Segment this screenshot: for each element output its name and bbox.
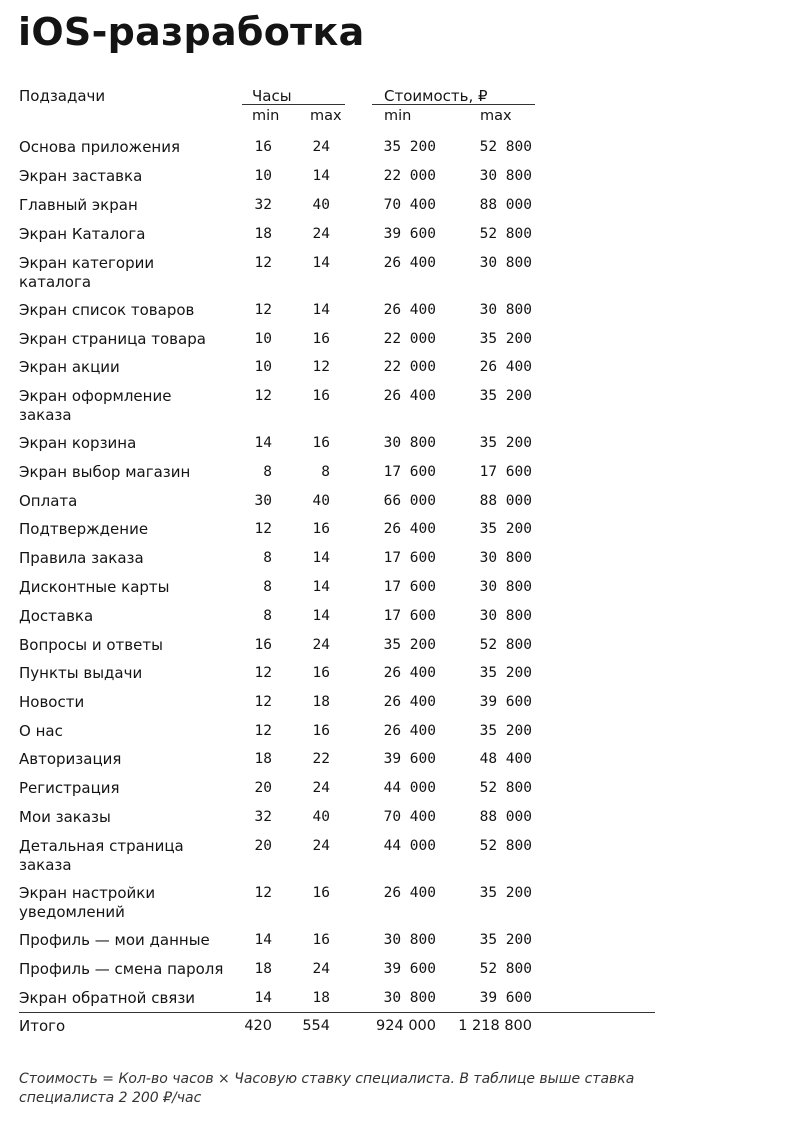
task-name: Экран список товаров [19, 301, 195, 319]
task-name: Регистрация [19, 779, 120, 797]
cost-min: 44 000 [383, 780, 436, 796]
cost-max: 39 600 [479, 694, 532, 710]
cost-max: 17 600 [479, 464, 532, 480]
footnote: Стоимость = Кол-во часов × Часовую ставку специалиста. В таблице выше ставка специалиста 2 200 ₽/час [19, 1071, 635, 1106]
hours-max: 14 [312, 579, 330, 595]
hours-min: 18 [254, 961, 272, 977]
cost-max: 30 800 [479, 608, 532, 624]
task-name: Экран корзина [19, 434, 137, 452]
cost-max: 88 000 [479, 493, 532, 509]
hours-max: 18 [312, 694, 330, 710]
hours-max: 14 [312, 608, 330, 624]
hours-min: 20 [254, 838, 272, 854]
hours-max: 8 [321, 464, 330, 480]
cost-max: 30 800 [479, 168, 532, 184]
hours-max: 16 [312, 388, 330, 404]
cost-min: 30 800 [383, 990, 436, 1006]
hours-min: 10 [254, 168, 272, 184]
cost-min: 22 000 [383, 168, 436, 184]
cost-min: 17 600 [383, 579, 436, 595]
cost-max: 35 200 [479, 521, 532, 537]
cost-min: 39 600 [383, 751, 436, 767]
cost-max: 30 800 [479, 579, 532, 595]
hours-max: 16 [312, 521, 330, 537]
hours-max: 24 [312, 139, 330, 155]
task-name: Экран выбор магазин [19, 463, 191, 481]
task-name: Экран Каталога [19, 225, 146, 243]
hours-min-header: min [252, 108, 280, 124]
cost-min: 26 400 [383, 723, 436, 739]
cost-min: 26 400 [383, 255, 436, 271]
cost-max: 35 200 [479, 885, 532, 901]
hours-min: 12 [254, 255, 272, 271]
hours-min: 16 [254, 637, 272, 653]
hours-min: 14 [254, 932, 272, 948]
cost-max: 35 200 [479, 331, 532, 347]
hours-min: 14 [254, 990, 272, 1006]
total-divider [19, 1012, 655, 1013]
cost-max: 52 800 [479, 961, 532, 977]
hours-max: 16 [312, 435, 330, 451]
hours-min: 12 [254, 302, 272, 318]
hours-min: 10 [254, 331, 272, 347]
task-name: О нас [19, 722, 63, 740]
cost-min: 26 400 [383, 388, 436, 404]
cost-min: 26 400 [383, 521, 436, 537]
cost-max: 52 800 [479, 226, 532, 242]
hours-min: 12 [254, 723, 272, 739]
task-name: Экран настройки уведомлений [19, 884, 156, 921]
cost-max: 52 800 [479, 637, 532, 653]
cost-max: 35 200 [479, 435, 532, 451]
hours-min: 8 [263, 464, 272, 480]
hours-max: 14 [312, 255, 330, 271]
hours-max: 24 [312, 838, 330, 854]
total-label: Итого [19, 1017, 66, 1035]
cost-min: 17 600 [383, 608, 436, 624]
cost-min: 26 400 [383, 665, 436, 681]
hours-max: 24 [312, 226, 330, 242]
cost-max-header: max [480, 108, 512, 124]
hours-max: 14 [312, 550, 330, 566]
hours-header: Часы [252, 87, 292, 105]
cost-min: 35 200 [383, 637, 436, 653]
hours-max: 16 [312, 932, 330, 948]
hours-max: 14 [312, 302, 330, 318]
cost-min: 35 200 [383, 139, 436, 155]
cost-min: 39 600 [383, 961, 436, 977]
task-name: Доставка [19, 607, 94, 625]
page-title: iOS-разработка [18, 10, 365, 54]
total-cost-max: 1 218 800 [458, 1018, 532, 1034]
cost-min: 26 400 [383, 694, 436, 710]
hours-max: 24 [312, 637, 330, 653]
task-name: Экран категории каталога [19, 254, 155, 291]
hours-min: 20 [254, 780, 272, 796]
hours-min: 12 [254, 885, 272, 901]
hours-max: 16 [312, 885, 330, 901]
hours-max: 40 [312, 197, 330, 213]
cost-max: 30 800 [479, 255, 532, 271]
hours-min: 8 [263, 550, 272, 566]
hours-max-header: max [310, 108, 342, 124]
hours-max: 24 [312, 961, 330, 977]
task-name: Новости [19, 693, 85, 711]
task-name: Экран акции [19, 358, 120, 376]
task-name: Вопросы и ответы [19, 636, 163, 654]
cost-max: 52 800 [479, 780, 532, 796]
task-name: Основа приложения [19, 138, 181, 156]
cost-min: 26 400 [383, 885, 436, 901]
task-name: Пункты выдачи [19, 664, 143, 682]
hours-max: 40 [312, 493, 330, 509]
cost-max: 35 200 [479, 388, 532, 404]
hours-max: 40 [312, 809, 330, 825]
cost-max: 35 200 [479, 723, 532, 739]
hours-min: 30 [254, 493, 272, 509]
cost-max: 35 200 [479, 665, 532, 681]
total-hours-min: 420 [244, 1018, 272, 1034]
task-name: Детальная страница заказа [19, 837, 184, 874]
cost-max: 35 200 [479, 932, 532, 948]
cost-min: 39 600 [383, 226, 436, 242]
cost-min: 44 000 [383, 838, 436, 854]
cost-min: 22 000 [383, 331, 436, 347]
task-name: Профиль — мои данные [19, 931, 210, 949]
hours-min: 12 [254, 388, 272, 404]
cost-header-underline [372, 104, 535, 105]
task-name: Подтверждение [19, 520, 149, 538]
hours-max: 16 [312, 665, 330, 681]
task-name: Оплата [19, 492, 78, 510]
cost-max: 52 800 [479, 139, 532, 155]
cost-max: 88 000 [479, 809, 532, 825]
cost-header: Стоимость, ₽ [384, 87, 488, 105]
hours-max: 12 [312, 359, 330, 375]
task-name: Дисконтные карты [19, 578, 170, 596]
hours-min: 12 [254, 521, 272, 537]
task-name: Экран обратной связи [19, 989, 196, 1007]
hours-max: 16 [312, 723, 330, 739]
hours-max: 18 [312, 990, 330, 1006]
hours-min: 32 [254, 809, 272, 825]
hours-min: 12 [254, 665, 272, 681]
cost-min: 26 400 [383, 302, 436, 318]
cost-min: 22 000 [383, 359, 436, 375]
task-name: Экран заставка [19, 167, 143, 185]
hours-min: 18 [254, 751, 272, 767]
subtasks-header: Подзадачи [19, 87, 106, 105]
task-name: Экран страница товара [19, 330, 206, 348]
cost-min: 70 400 [383, 809, 436, 825]
cost-max: 48 400 [479, 751, 532, 767]
hours-min: 10 [254, 359, 272, 375]
hours-header-underline [242, 104, 345, 105]
task-name: Экран оформление заказа [19, 387, 172, 424]
task-name: Правила заказа [19, 549, 144, 567]
hours-max: 22 [312, 751, 330, 767]
hours-max: 16 [312, 331, 330, 347]
hours-max: 14 [312, 168, 330, 184]
cost-max: 30 800 [479, 550, 532, 566]
hours-min: 16 [254, 139, 272, 155]
cost-min: 17 600 [383, 464, 436, 480]
cost-min: 30 800 [383, 435, 436, 451]
task-name: Профиль — смена пароля [19, 960, 224, 978]
cost-max: 26 400 [479, 359, 532, 375]
hours-min: 32 [254, 197, 272, 213]
cost-min: 66 000 [383, 493, 436, 509]
hours-min: 8 [263, 608, 272, 624]
total-cost-min: 924 000 [376, 1018, 436, 1034]
task-name: Главный экран [19, 196, 138, 214]
cost-max: 52 800 [479, 838, 532, 854]
hours-min: 18 [254, 226, 272, 242]
cost-max: 30 800 [479, 302, 532, 318]
cost-max: 88 000 [479, 197, 532, 213]
task-name: Мои заказы [19, 808, 111, 826]
cost-min: 30 800 [383, 932, 436, 948]
cost-min-header: min [384, 108, 412, 124]
cost-min: 70 400 [383, 197, 436, 213]
hours-min: 14 [254, 435, 272, 451]
task-name: Авторизация [19, 750, 122, 768]
cost-max: 39 600 [479, 990, 532, 1006]
hours-min: 12 [254, 694, 272, 710]
hours-max: 24 [312, 780, 330, 796]
total-hours-max: 554 [302, 1018, 330, 1034]
hours-min: 8 [263, 579, 272, 595]
cost-min: 17 600 [383, 550, 436, 566]
